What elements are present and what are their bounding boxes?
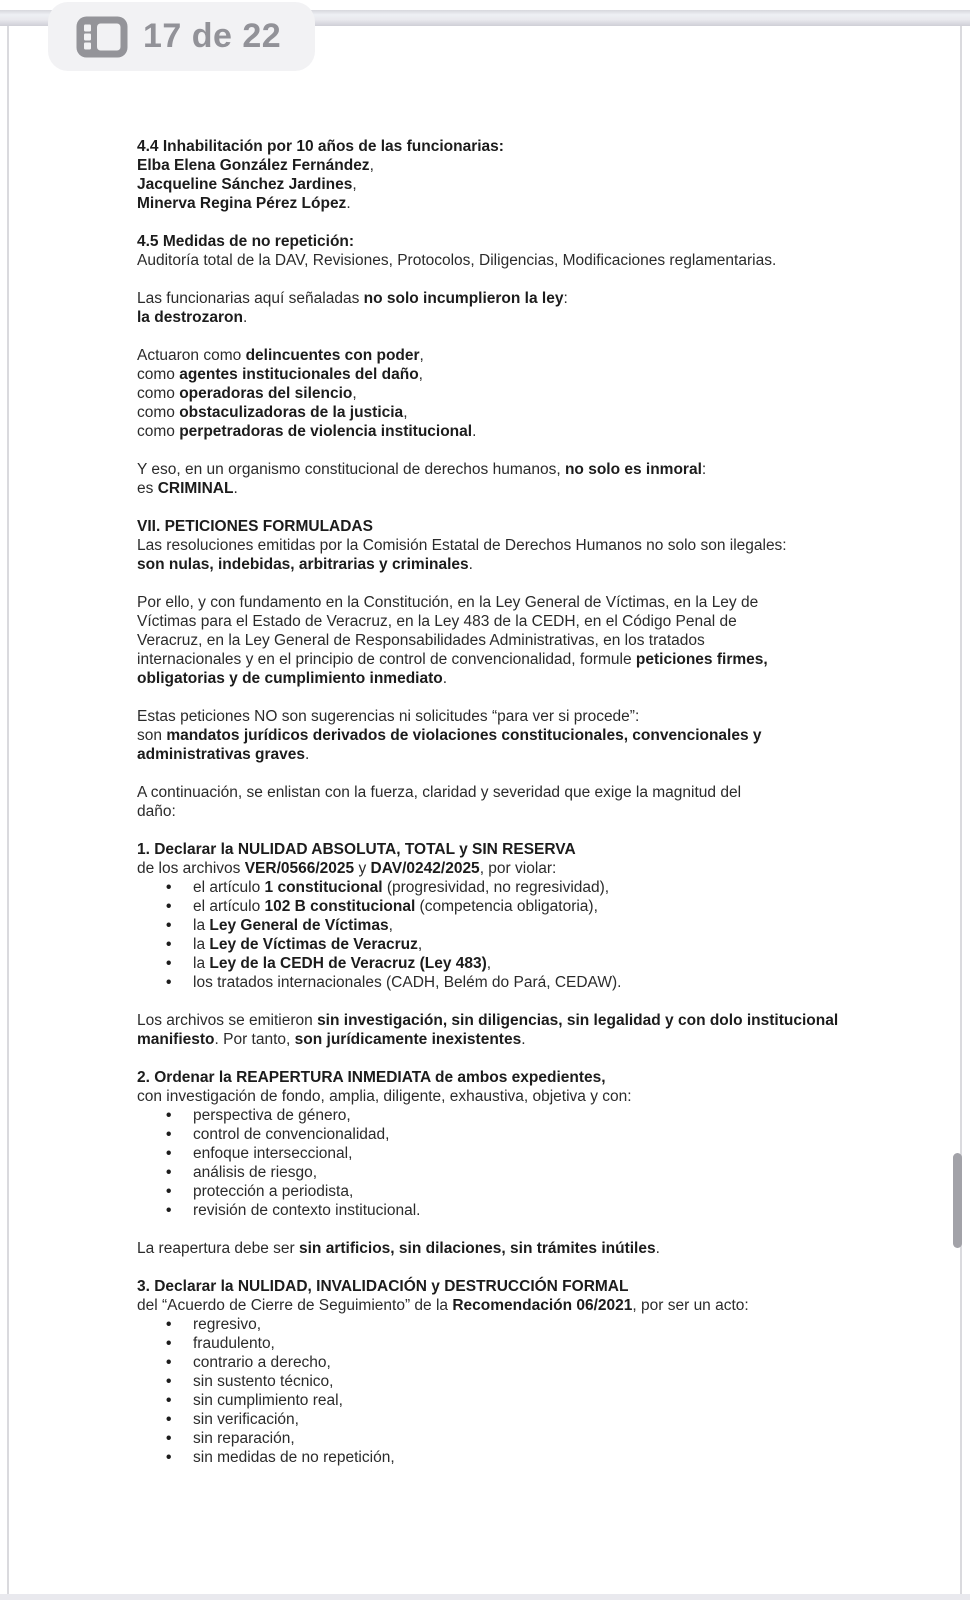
text-line: Veracruz, en la Ley General de Responsabilidades Administrativas, en los tratados — [137, 632, 705, 649]
text-line: administrativas graves. — [137, 746, 310, 763]
page-indicator-label: 17 de 22 — [143, 17, 282, 55]
bullet-item: • perspectiva de género, — [137, 1106, 877, 1125]
text-line: Estas peticiones NO son sugerencias ni solicitudes “para ver si procede”: — [137, 708, 640, 725]
text-line: internacionales y en el principio de control de convencionalidad, formule peticiones firmes, — [137, 651, 768, 668]
page-indicator-badge — [48, 2, 315, 71]
text-line: VII. PETICIONES FORMULADAS — [137, 518, 373, 535]
text-line: Las funcionarias aquí señaladas no solo incumplieron la ley: — [137, 290, 568, 307]
text-line: Elba Elena González Fernández, — [137, 157, 374, 174]
text-block — [137, 1068, 877, 1220]
bullet-item: • los tratados internacionales (CADH, Belém do Pará, CEDAW). — [137, 973, 877, 992]
text-block — [137, 593, 877, 688]
text-block — [137, 346, 877, 441]
text-line: obligatorias y de cumplimiento inmediato. — [137, 670, 448, 687]
bullet-item: • sin medidas de no repetición, — [137, 1448, 877, 1467]
bullet-list — [137, 1315, 877, 1467]
bullet-item: • la Ley de Víctimas de Veracruz, — [137, 935, 877, 954]
document-content — [137, 137, 877, 1467]
text-line: 4.4 Inhabilitación por 10 años de las funcionarias: — [137, 138, 504, 155]
text-line: Los archivos se emitieron sin investigación, sin diligencias, sin legalidad y con dolo institucional — [137, 1012, 839, 1029]
text-block — [137, 783, 877, 821]
text-line: Minerva Regina Pérez López. — [137, 195, 351, 212]
text-line: Y eso, en un organismo constitucional de derechos humanos, no solo es inmoral: — [137, 461, 707, 478]
text-line: A continuación, se enlistan con la fuerza, claridad y severidad que exige la magnitud del — [137, 784, 742, 801]
text-line: Auditoría total de la DAV, Revisiones, Protocolos, Diligencias, Modificaciones reglamentarias. — [137, 252, 777, 269]
text-block — [137, 232, 877, 270]
bullet-item: • contrario a derecho, — [137, 1353, 877, 1372]
text-line: Por ello, y con fundamento en la Constitución, en la Ley General de Víctimas, en la Ley de — [137, 594, 759, 611]
text-line: la destrozaron. — [137, 309, 248, 326]
pages-sidebar-icon — [76, 16, 128, 58]
text-line: 4.5 Medidas de no repetición: — [137, 233, 355, 250]
bullet-item: • protección a periodista, — [137, 1182, 877, 1201]
bullet-item: • la Ley General de Víctimas, — [137, 916, 877, 935]
text-block — [137, 840, 877, 992]
text-block — [137, 517, 877, 574]
text-line: Jacqueline Sánchez Jardines, — [137, 176, 357, 193]
bullet-item: • sin sustento técnico, — [137, 1372, 877, 1391]
bullet-item: • regresivo, — [137, 1315, 877, 1334]
text-line: 2. Ordenar la REAPERTURA INMEDIATA de ambos expedientes, — [137, 1069, 606, 1086]
text-line: 1. Declarar la NULIDAD ABSOLUTA, TOTAL y SIN RESERVA — [137, 841, 576, 858]
text-line: como agentes institucionales del daño, — [137, 366, 423, 383]
text-block — [137, 1277, 877, 1467]
bullet-item: • enfoque interseccional, — [137, 1144, 877, 1163]
text-line: Las resoluciones emitidas por la Comisión Estatal de Derechos Humanos no solo son ilegales: — [137, 537, 787, 554]
page-border-left — [7, 24, 9, 1595]
scrollbar-thumb[interactable] — [953, 1153, 962, 1248]
bullet-list — [137, 1106, 877, 1220]
bullet-item: • sin cumplimiento real, — [137, 1391, 877, 1410]
text-block — [137, 460, 877, 498]
text-line: manifiesto. Por tanto, son jurídicamente inexistentes. — [137, 1031, 526, 1048]
bullet-item: • el artículo 1 constitucional (progresividad, no regresividad), — [137, 878, 877, 897]
text-line: es CRIMINAL. — [137, 480, 238, 497]
page-border-right — [960, 24, 962, 1595]
text-line: La reapertura debe ser sin artificios, sin dilaciones, sin trámites inútiles. — [137, 1240, 660, 1257]
text-block — [137, 289, 877, 327]
text-line: daño: — [137, 803, 176, 820]
text-line: como perpetradoras de violencia institucional. — [137, 423, 477, 440]
text-line: Víctimas para el Estado de Veracruz, en la Ley 483 de la CEDH, en el Código Penal de — [137, 613, 737, 630]
bullet-item: • sin verificación, — [137, 1410, 877, 1429]
text-line: del “Acuerdo de Cierre de Seguimiento” de la Recomendación 06/2021, por ser un acto: — [137, 1297, 749, 1314]
text-line: son nulas, indebidas, arbitrarias y criminales. — [137, 556, 473, 573]
text-line: son mandatos jurídicos derivados de violaciones constitucionales, convencionales y — [137, 727, 762, 744]
text-block — [137, 1239, 877, 1258]
text-line: como operadoras del silencio, — [137, 385, 357, 402]
bullet-item: • análisis de riesgo, — [137, 1163, 877, 1182]
text-block — [137, 1011, 877, 1049]
text-block — [137, 707, 877, 764]
bullet-item: • revisión de contexto institucional. — [137, 1201, 877, 1220]
text-line: como obstaculizadoras de la justicia, — [137, 404, 408, 421]
bullet-item: • fraudulento, — [137, 1334, 877, 1353]
bullet-item: • el artículo 102 B constitucional (competencia obligatoria), — [137, 897, 877, 916]
text-block — [137, 137, 877, 213]
page-bottom-edge — [0, 1594, 970, 1600]
text-line: de los archivos VER/0566/2025 y DAV/0242/2025, por violar: — [137, 860, 557, 877]
text-line: 3. Declarar la NULIDAD, INVALIDACIÓN y DESTRUCCIÓN FORMAL — [137, 1278, 629, 1295]
bullet-list — [137, 878, 877, 992]
text-line: con investigación de fondo, amplia, diligente, exhaustiva, objetiva y con: — [137, 1088, 632, 1105]
bullet-item: • control de convencionalidad, — [137, 1125, 877, 1144]
text-line: Actuaron como delincuentes con poder, — [137, 347, 424, 364]
bullet-item: • la Ley de la CEDH de Veracruz (Ley 483), — [137, 954, 877, 973]
bullet-item: • sin reparación, — [137, 1429, 877, 1448]
